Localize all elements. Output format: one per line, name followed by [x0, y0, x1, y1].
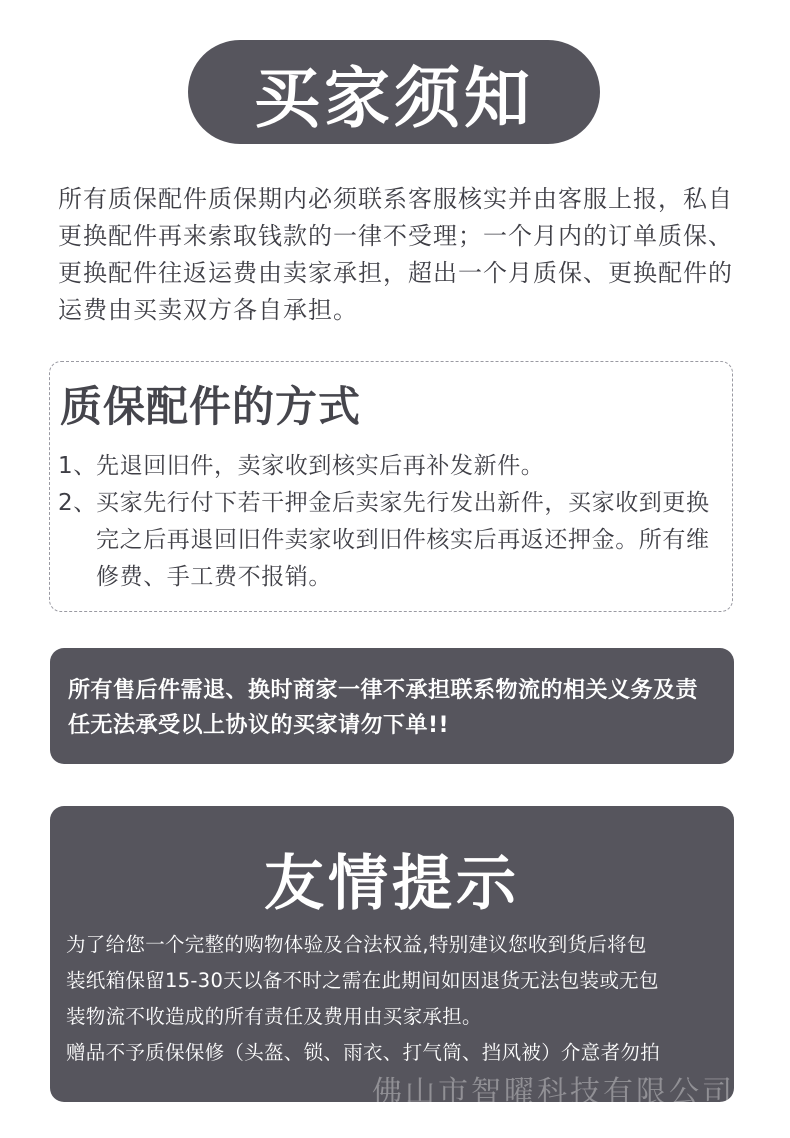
tips-line: 赠品不予质保保修（头盔、锁、雨衣、打气筒、挡风被）介意者勿拍 — [66, 1041, 661, 1064]
method-number: 1、 — [58, 453, 97, 479]
method-number: 2、 — [58, 490, 97, 516]
tips-heading: 友情提示 — [264, 849, 520, 919]
warranty-method-item — [58, 485, 724, 596]
header-banner — [188, 40, 600, 144]
warranty-methods-box — [49, 361, 733, 612]
method-text: 先退回旧件，卖家收到核实后再补发新件。 — [96, 453, 545, 479]
tips-line: 为了给您一个完整的购物体验及合法权益,特别建议您收到货后将包 — [66, 933, 647, 956]
method-text: 买家先行付下若干押金后卖家先行发出新件，买家收到更换完之后再退回旧件卖家收到旧件核实后再返还押金。所有维修费、手工费不报销。 — [96, 490, 710, 590]
warranty-methods-heading: 质保配件的方式 — [60, 382, 362, 431]
after-sales-notice — [50, 648, 734, 764]
warranty-method-item — [58, 448, 724, 485]
intro-paragraph: 所有质保配件质保期内必须联系客服核实并由客服上报，私自更换配件再来索取钱款的一律不受理；一个月内的订单质保、更换配件往返运费由卖家承担，超出一个月质保、更换配件的运费由买卖双方各自承担。 — [58, 185, 733, 324]
page-title: 买家须知 — [254, 59, 534, 137]
notice-text: 所有售后件需退、换时商家一律不承担联系物流的相关义务及责任无法承受以上协议的买家请勿下单!! — [68, 678, 699, 738]
tips-body — [66, 927, 726, 1071]
friendly-tips-panel — [50, 806, 734, 1102]
company-watermark: 佛山市智曜科技有限公司 — [372, 1075, 735, 1110]
tips-line: 装物流不收造成的所有责任及费用由买家承担。 — [66, 1005, 482, 1028]
tips-line: 装纸箱保留15-30天以备不时之需在此期间如因退货无法包装或无包 — [66, 969, 659, 992]
warranty-methods-list — [58, 448, 724, 596]
